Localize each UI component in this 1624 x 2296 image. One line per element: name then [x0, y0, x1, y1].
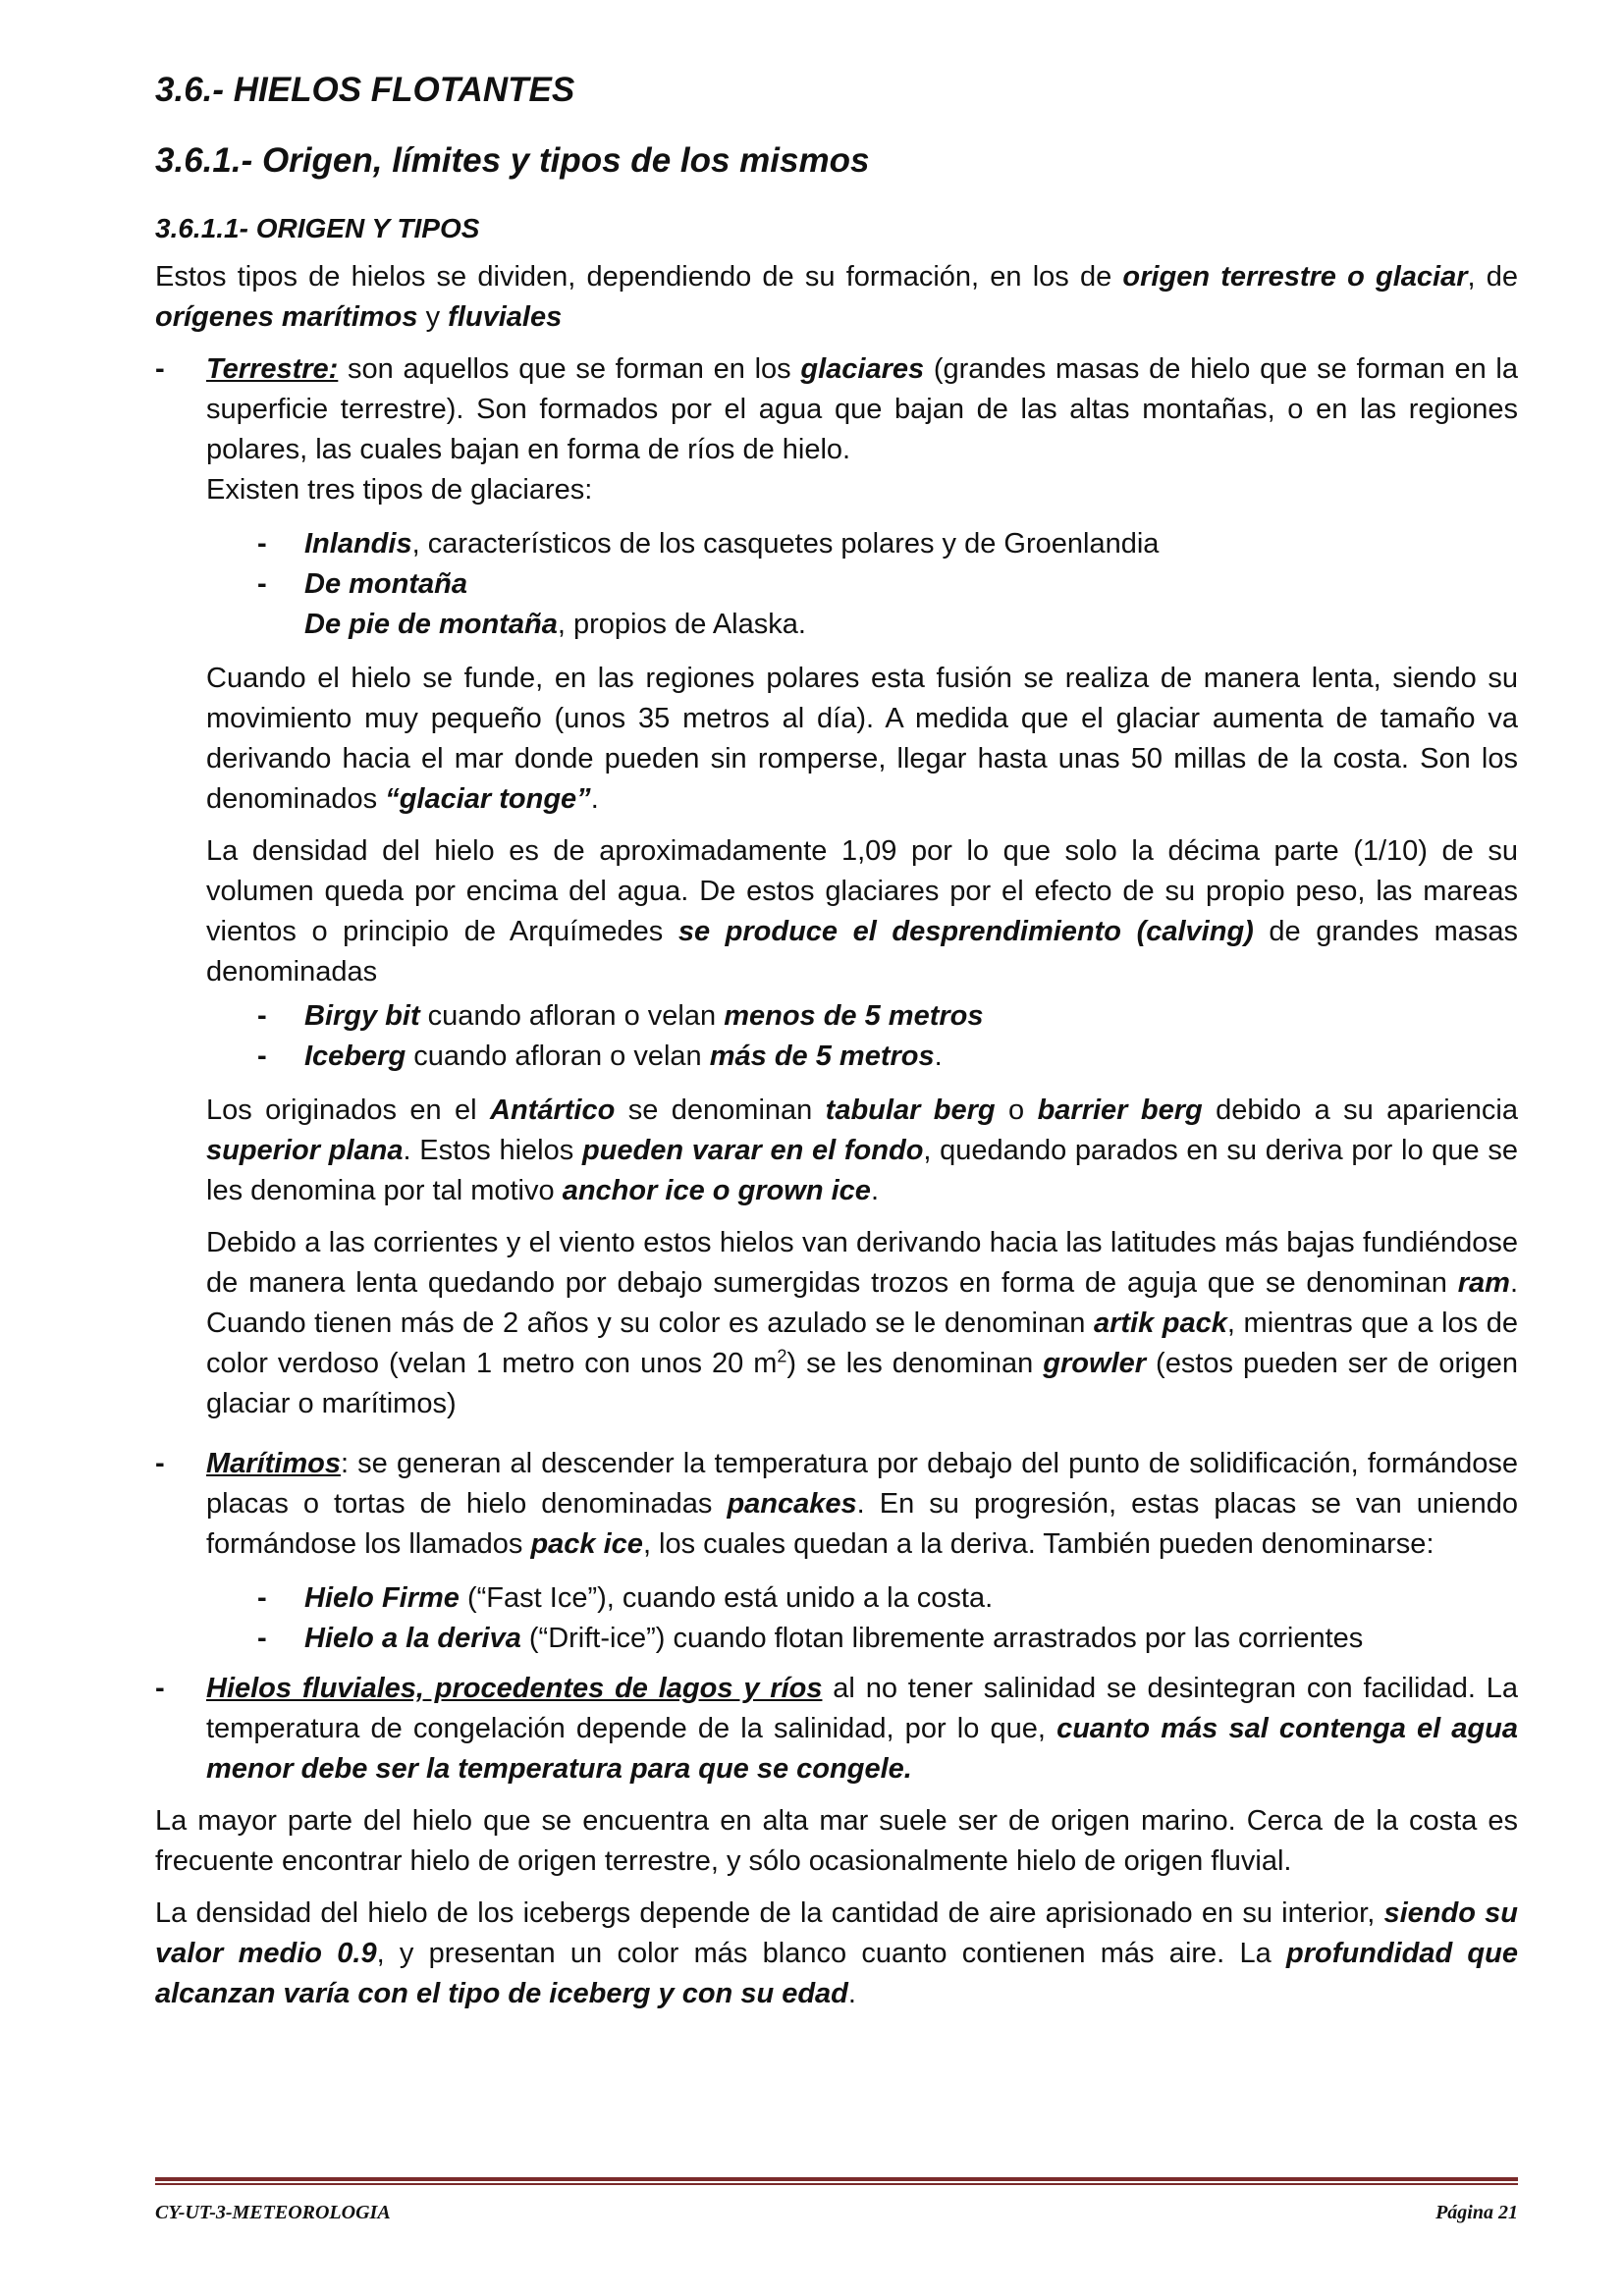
- terrestre-text: [206, 349, 1518, 470]
- paragraph-fusion: [155, 659, 1518, 820]
- text-run: .: [870, 1175, 879, 1206]
- text-run: (“Drift-ice”) cuando flotan libremente arrastrados por las corrientes: [520, 1623, 1364, 1654]
- text-run: , quedando parados en su deriva por lo que se les denomina por tal motivo: [206, 1135, 1519, 1206]
- list-item-hielo: [155, 1619, 1518, 1659]
- text-run: Cuando el hielo se funde, en las regiones polares esta fusión se realiza de manera lenta, siendo su movimiento muy pequeño (unos 35 metros al día). A medida que el glaciar aumenta de tamaño va derivando hacia el mar donde pueden sin romperse, llegar hasta unas 50 millas de la costa. Son los denominados: [206, 663, 1518, 815]
- list-item-tipo: [155, 524, 1518, 564]
- text-run: (grandes masas de hielo que se forman en la superficie terrestre). Son formados por el agua que bajan de las altas montañas, o en las regiones polares, las cuales bajan en forma de ríos de hielo.: [206, 353, 1519, 465]
- text-run: son aquellos que se forman en los: [338, 353, 801, 385]
- text-run: .: [847, 1978, 856, 2009]
- bold-term: tabular berg: [825, 1095, 996, 1126]
- bold-term: orígenes marítimos: [155, 301, 418, 333]
- text-run: se denominan: [615, 1095, 826, 1126]
- fluviales-text: [206, 1669, 1518, 1789]
- subsection-heading: 3.6.1.- Origen, límites y tipos de los mismos: [155, 141, 870, 180]
- bold-term: anchor ice o grown ice: [562, 1175, 871, 1206]
- bold-term: se produce el desprendimiento (calving): [677, 916, 1254, 947]
- paragraph-corrientes: [155, 1223, 1518, 1424]
- bold-term: Hielo a la deriva: [304, 1623, 521, 1654]
- text-run: Debido a las corrientes y el viento estos hielos van derivando hacia las latitudes más bajas fundiéndose de manera lenta quedando por debajo sumergidas trozos en forma de aguja que se denominan: [206, 1227, 1518, 1299]
- text-run: , característicos de los casquetes polares y de Groenlandia: [411, 528, 1160, 560]
- list-item-tipo: [155, 605, 1518, 645]
- paragraph-final: [155, 1894, 1518, 2014]
- footer-document-code: CY-UT-3-METEOROLOGIA: [155, 2202, 391, 2223]
- section-heading: 3.6.- HIELOS FLOTANTES: [155, 71, 575, 109]
- tipos-intro: Existen tres tipos de glaciares:: [206, 474, 593, 506]
- list-item-hielo: [155, 1578, 1518, 1619]
- dash-bullet: -: [257, 1000, 267, 1032]
- list-item-maritimos: [155, 1444, 1518, 1565]
- footer-divider: [155, 2177, 1518, 2185]
- text-run: , de: [1467, 261, 1519, 293]
- text-run: .: [934, 1041, 943, 1072]
- bold-term: ram: [1457, 1267, 1510, 1299]
- text-run: ) se les denominan: [786, 1348, 1044, 1379]
- text-run: . En su progresión, estas placas se van uniendo formándose los llamados: [206, 1488, 1518, 1560]
- superscript: 2: [777, 1346, 787, 1366]
- text-run: , mientras que a los de color verdoso (velan 1 metro con unos 20 m: [206, 1308, 1518, 1379]
- term-label: Marítimos: [206, 1448, 341, 1479]
- bold-term: growler: [1043, 1348, 1147, 1379]
- text-run: , y presentan un color más blanco cuanto contienen más aire. La: [376, 1938, 1287, 1969]
- list-item-fluviales: [155, 1669, 1518, 1789]
- text-run: La densidad del hielo de los icebergs depende de la cantidad de aire aprisionado en su interior,: [155, 1897, 1384, 1929]
- footer-page-number: Página 21: [1435, 2202, 1518, 2223]
- dash-bullet: -: [257, 1041, 267, 1072]
- bold-term: Inlandis: [304, 528, 412, 560]
- text-run: (estos pueden ser de origen glaciar o marítimos): [206, 1348, 1518, 1419]
- bold-term: glaciares: [800, 353, 925, 385]
- text-run: o: [995, 1095, 1038, 1126]
- maritimos-text: [206, 1444, 1518, 1565]
- text-run: debido a su apariencia: [1202, 1095, 1518, 1126]
- text-run: La densidad del hielo es de aproximadamente 1,09 por lo que solo la décima parte (1/10) de su volumen queda por encima del agua. De estos glaciares por el efecto de su propio peso, las mareas vientos o principio de Arquímedes: [206, 835, 1518, 947]
- text-run: . Cuando tienen más de 2 años y su color es azulado se le denominan: [206, 1267, 1518, 1339]
- subsubsection-heading: 3.6.1.1- ORIGEN Y TIPOS: [155, 213, 480, 243]
- bold-term: barrier berg: [1037, 1095, 1203, 1126]
- bold-term: fluviales: [448, 301, 563, 333]
- bold-term: Iceberg: [304, 1041, 406, 1072]
- dash-bullet: -: [155, 1448, 165, 1479]
- document-page: [155, 69, 1518, 2026]
- bold-term: menos de 5 metros: [724, 1000, 984, 1032]
- bold-term: siendo su valor medio 0.9: [155, 1897, 1519, 1969]
- term-label: Terrestre:: [206, 353, 339, 385]
- bold-term: Antártico: [490, 1095, 616, 1126]
- text-run: , propios de Alaska.: [557, 609, 806, 640]
- paragraph-densidad: [155, 831, 1518, 992]
- bold-term: Hielo Firme: [304, 1582, 460, 1614]
- bold-term: profundidad que alcanzan varía con el tipo de iceberg y con su edad: [155, 1938, 1518, 2009]
- dash-bullet: -: [155, 353, 165, 385]
- list-item-terrestre: [155, 349, 1518, 510]
- bold-term: Birgy bit: [304, 1000, 420, 1032]
- text-run: al no tener salinidad se desintegran con facilidad. La temperatura de congelación depende de la salinidad, por lo que,: [206, 1673, 1518, 1744]
- text-run: Los originados en el: [206, 1095, 491, 1126]
- dash-bullet: -: [257, 568, 267, 600]
- list-item-masa: [155, 996, 1518, 1037]
- paragraph-mayor-parte: La mayor parte del hielo que se encuentra en alta mar suele ser de origen marino. Cerca de la costa es frecuente encontrar hielo de origen terrestre, y sólo ocasionalmente hielo de origen fluvial.: [155, 1805, 1518, 1877]
- dash-bullet: -: [155, 1673, 165, 1704]
- bold-term: De pie de montaña: [304, 609, 558, 640]
- bold-term: pueden varar en el fondo: [581, 1135, 924, 1166]
- page-footer: [155, 2202, 1518, 2231]
- text-run: .: [590, 783, 599, 815]
- bold-term: pancakes: [727, 1488, 857, 1520]
- intro-paragraph: [155, 257, 1518, 338]
- text-run: . Estos hielos: [403, 1135, 582, 1166]
- text-run: de grandes masas denominadas: [206, 916, 1518, 988]
- term-label: Hielos fluviales, procedentes de lagos y ríos: [206, 1673, 823, 1704]
- text-run: cuando afloran o velan: [406, 1041, 710, 1072]
- bold-term: superior plana: [206, 1135, 404, 1166]
- bold-term: cuanto más sal contenga el agua menor debe ser la temperatura para que se congele.: [206, 1713, 1518, 1785]
- text-run: (“Fast Ice”), cuando está unido a la costa.: [459, 1582, 994, 1614]
- text-run: cuando afloran o velan: [419, 1000, 725, 1032]
- list-item-tipo: [155, 564, 1518, 605]
- text-run: , los cuales quedan a la deriva. También pueden denominarse:: [642, 1528, 1435, 1560]
- bold-term: artik pack: [1093, 1308, 1227, 1339]
- bold-term: origen terrestre o glaciar: [1122, 261, 1468, 293]
- bold-term: pack ice: [530, 1528, 643, 1560]
- list-item-masa: [155, 1037, 1518, 1077]
- text-run: y: [417, 301, 449, 333]
- bold-term: De montaña: [304, 568, 467, 600]
- bold-term: “glaciar tonge”: [385, 783, 591, 815]
- text-run: : se generan al descender la temperatura por debajo del punto de solidificación, formándose placas o tortas de hielo denominadas: [206, 1448, 1518, 1520]
- text-run: Estos tipos de hielos se dividen, dependiendo de su formación, en los de: [155, 261, 1123, 293]
- dash-bullet: -: [257, 1582, 267, 1614]
- dash-bullet: -: [257, 528, 267, 560]
- bold-term: más de 5 metros: [709, 1041, 935, 1072]
- paragraph-antartico: [155, 1091, 1518, 1211]
- dash-bullet: -: [257, 1623, 267, 1654]
